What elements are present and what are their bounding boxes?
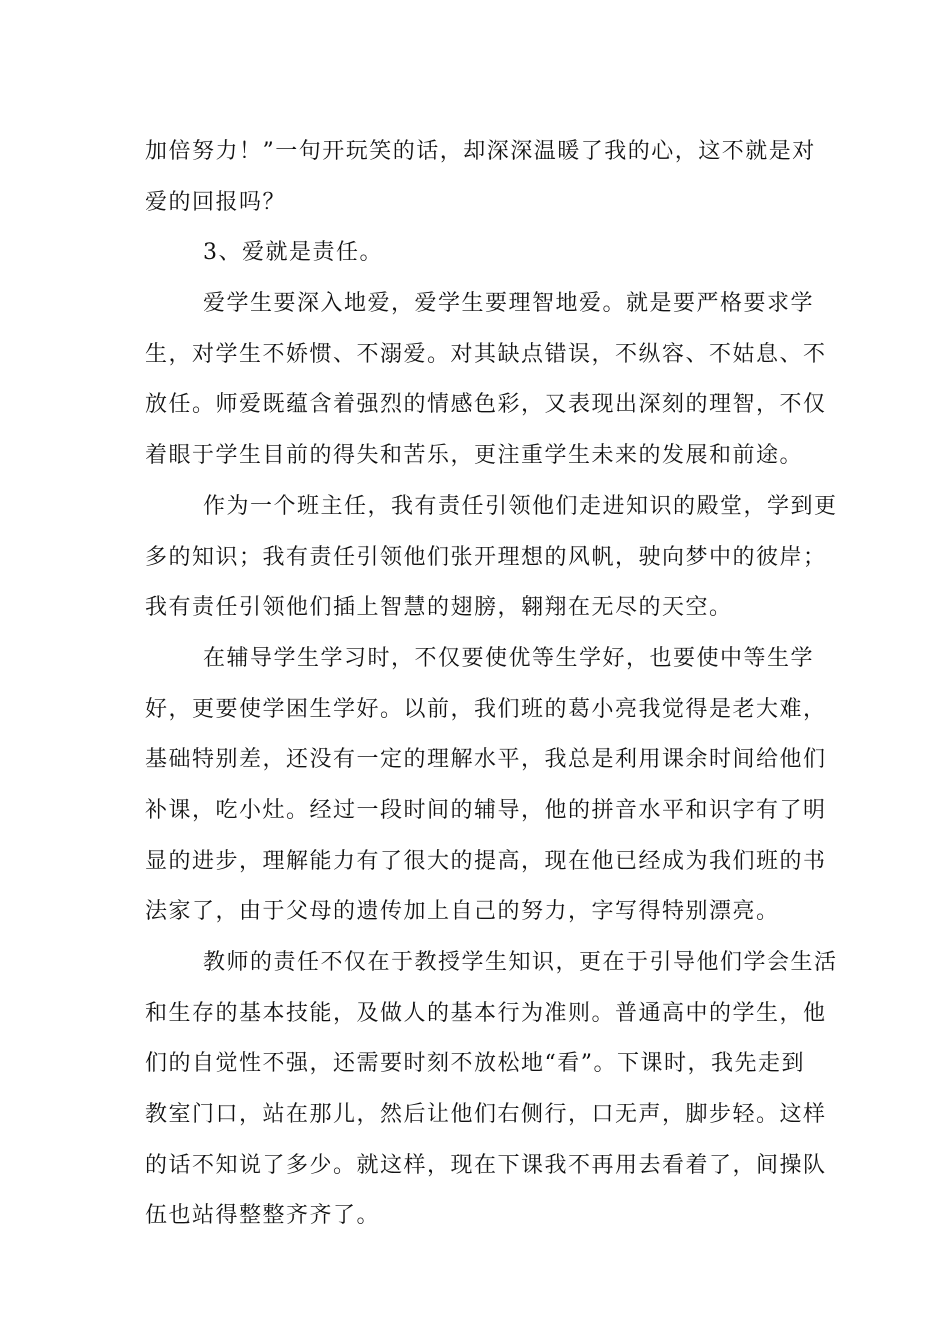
text-line: 多的知识；我有责任引领他们张开理想的风帆，驶向梦中的彼岸； (145, 544, 827, 570)
body-text (145, 127, 838, 1242)
text-line: 爱的回报吗？ (145, 189, 287, 215)
text-line: 爱学生要深入地爱，爱学生要理智地爱。就是要严格要求学 (203, 291, 815, 317)
text-line: 伍也站得整整齐齐了。 (145, 1203, 381, 1229)
text-line: 教师的责任不仅在于教授学生知识，更在于引导他们学会生活 (203, 950, 838, 975)
text-line: 着眼于学生目前的得失和苦乐，更注重学生未来的发展和前途。 (145, 443, 804, 469)
text-line: 在辅导学生学习时，不仅要使优等生学好，也要使中等生学 (203, 645, 815, 671)
text-line: 的话不知说了多少。就这样，现在下课我不再用去看着了，间操队 (145, 1152, 827, 1178)
text-line: 生，对学生不娇惯、不溺爱。对其缺点错误，不纵容、不姑息、不 (145, 341, 827, 367)
text-line: 和生存的基本技能，及做人的基本行为准则。普通高中的学生，他 (145, 1000, 827, 1026)
text-line: 们的自觉性不强，还需要时刻不放松地“看”。下课时，我先走到 (145, 1051, 805, 1077)
text-line: 我有责任引领他们插上智慧的翅膀，翱翔在无尽的天空。 (145, 595, 733, 621)
text-line: 补课，吃小灶。经过一段时间的辅导，他的拼音水平和识字有了明 (145, 797, 827, 823)
section-heading: 3、爱就是责任。 (203, 240, 383, 266)
text-line: 基础特别差，还没有一定的理解水平，我总是利用课余时间给他们 (145, 747, 827, 773)
text-line: 法家了，由于父母的遗传加上自己的努力，字写得特别漂亮。 (145, 899, 780, 925)
text-line: 显的进步，理解能力有了很大的提高，现在他已经成为我们班的书 (145, 848, 827, 874)
text-line: 教室门口，站在那儿，然后让他们右侧行，口无声，脚步轻。这样 (145, 1102, 827, 1128)
text-line: 放任。师爱既蕴含着强烈的情感色彩，又表现出深刻的理智，不仅 (145, 392, 827, 418)
text-line: 作为一个班主任，我有责任引领他们走进知识的殿堂，学到更 (203, 493, 838, 519)
text-line: 加倍努力！”一句开玩笑的话，却深深温暖了我的心，这不就是对 (145, 139, 816, 164)
text-line: 好，更要使学困生学好。以前，我们班的葛小亮我觉得是老大难， (145, 696, 827, 722)
